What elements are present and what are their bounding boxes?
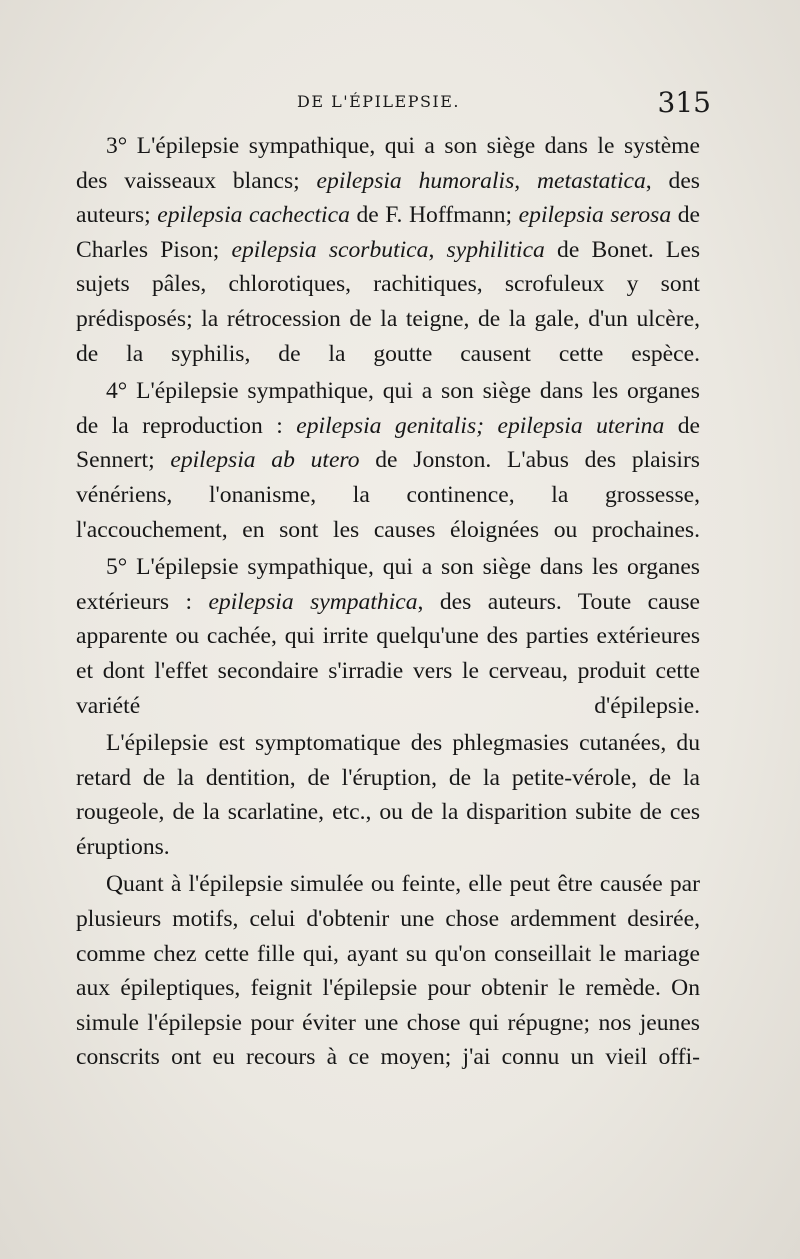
paragraph-4-reproduction	[76, 374, 700, 547]
text-segment: de Charles Pison;	[76, 202, 701, 263]
latin-term: syphilitica	[446, 236, 545, 263]
text-segment: 4° L'épilepsie sympathique, qui a son siège dans les organes de la reproduction :	[76, 378, 700, 439]
text-segment: , des auteurs;	[76, 167, 700, 229]
text-segment: de Jonston. L'abus des plaisirs vénériens, l'onanisme, la continence, la grossesse, l'accouchement, en sont les causes éloignées ou prochaines.	[76, 447, 700, 543]
text-segment: Quant à l'épilepsie simulée ou feinte, elle peut être causée par plusieurs motifs, celui d'obtenir une chose ardemment desirée, comme chez cette fille qui, ayant su qu'on conseillait le mariage aux épileptiques, feignit l'épilepsie pour obtenir le remède. On simule l'épilepsie pour éviter une chose qui répugne; nos jeunes conscrits ont eu recours à ce moyen; j'ai connu un vieil offi-	[76, 871, 700, 1071]
running-head	[75, 86, 715, 118]
paragraph-simulee	[76, 867, 700, 1075]
latin-term: epilepsia ab utero	[170, 447, 360, 474]
latin-term: epilepsia sympathica	[208, 588, 418, 615]
latin-term: epilepsia humoralis, metastatica	[316, 167, 646, 194]
running-title: DE L'ÉPILEPSIE.	[297, 92, 460, 111]
latin-term: epilepsia serosa	[518, 202, 672, 229]
text-segment: de Bonet. Les sujets pâles, chlorotiques, rachitiques, scrofuleux y sont prédisposés; la rétrocession de la teigne, de la gale, d'un ulcère, de la syphilis, de la goutte causent cette espèce.	[76, 236, 701, 367]
latin-term: epilepsia genitalis; epilepsia uterina	[296, 412, 665, 439]
text-segment: 3° L'épilepsie sympathique, qui a son siège dans le système des vaisseaux blancs;	[76, 133, 700, 194]
text-segment: 5° L'épilepsie sympathique, qui a son siège dans les organes extérieurs :	[76, 554, 700, 615]
text-segment: de F. Hoffmann;	[349, 202, 519, 229]
paragraph-symptomatique	[76, 726, 700, 864]
paragraph-3-sympathique-vaisseaux	[76, 129, 700, 371]
text-segment: ,	[428, 236, 447, 263]
text-segment: de Sennert;	[76, 412, 701, 474]
text-segment: , des auteurs. Toute cause apparente ou cachée, qui irrite quelqu'une des parties extérieures et dont l'effet secondaire s'irradie vers le cerveau, produit cette variété d'épilepsie.	[76, 588, 701, 719]
page-number: 315	[657, 86, 711, 119]
paragraph-5-organes-exterieurs	[76, 550, 700, 723]
latin-term: epilepsia scorbutica	[231, 236, 429, 263]
latin-term: epilepsia cachectica	[157, 202, 350, 229]
text-segment: L'épilepsie est symptomatique des phlegmasies cutanées, du retard de la dentition, de l'éruption, de la petite-vérole, de la rougeole, de la scarlatine, etc., ou de la disparition subite de ces éruptions.	[76, 730, 700, 860]
body-text	[76, 129, 700, 1078]
